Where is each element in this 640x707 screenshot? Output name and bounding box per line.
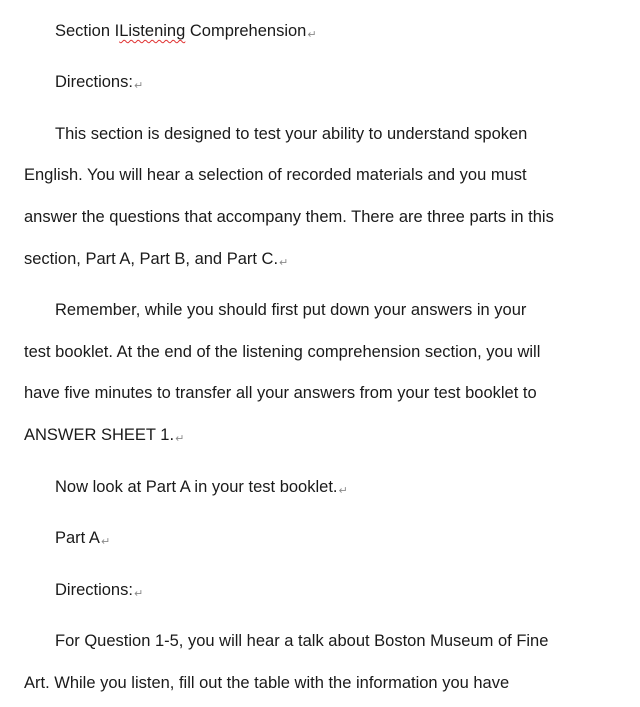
now-look-line	[55, 477, 348, 499]
para-2-line-4	[24, 425, 184, 447]
paragraph-mark-icon: ↵	[100, 536, 111, 548]
para-1-line-4-text: section, Part A, Part B, and Part C.	[24, 250, 279, 268]
paragraph-mark-icon: ↵	[175, 433, 185, 445]
paragraph-mark-icon: ↵	[133, 80, 144, 92]
heading-squiggle-word: Listening	[119, 22, 186, 40]
section-heading	[55, 21, 317, 43]
para-2-line-4-text: ANSWER SHEET 1.	[24, 426, 175, 444]
para-1-line-3: answer the questions that accompany them. There are three parts in this	[24, 208, 554, 226]
now-look-text: Now look at Part A in your test booklet.	[55, 478, 338, 496]
paragraph-mark-icon: ↵	[133, 588, 144, 600]
directions-2-text: Directions:	[55, 581, 133, 599]
para-1-line-1: This section is designed to test your ability to understand spoken	[55, 125, 528, 143]
paragraph-mark-icon: ↵	[307, 29, 317, 41]
heading-prefix: Section I	[55, 22, 120, 40]
paragraph-mark-icon: ↵	[279, 257, 289, 269]
para-1-line-2: English. You will hear a selection of recorded materials and you must	[24, 166, 527, 184]
directions-text: Directions:	[55, 73, 133, 91]
para-2-line-2: test booklet. At the end of the listening comprehension section, you will	[24, 343, 541, 361]
para-2-line-3: have five minutes to transfer all your answers from your test booklet to	[24, 384, 537, 402]
paragraph-mark-icon: ↵	[338, 485, 348, 497]
directions-label	[55, 72, 143, 94]
para-3-line-1: For Question 1-5, you will hear a talk about Boston Museum of Fine	[55, 632, 549, 650]
para-1-line-4	[24, 249, 288, 271]
part-a-text: Part A	[55, 529, 100, 547]
para-2-line-1: Remember, while you should first put down your answers in your	[55, 301, 527, 319]
para-3-line-2: Art. While you listen, fill out the table with the information you have	[24, 674, 510, 692]
directions-label-2	[55, 580, 143, 602]
part-a-heading	[55, 528, 110, 550]
heading-suffix: Comprehension	[185, 22, 307, 40]
